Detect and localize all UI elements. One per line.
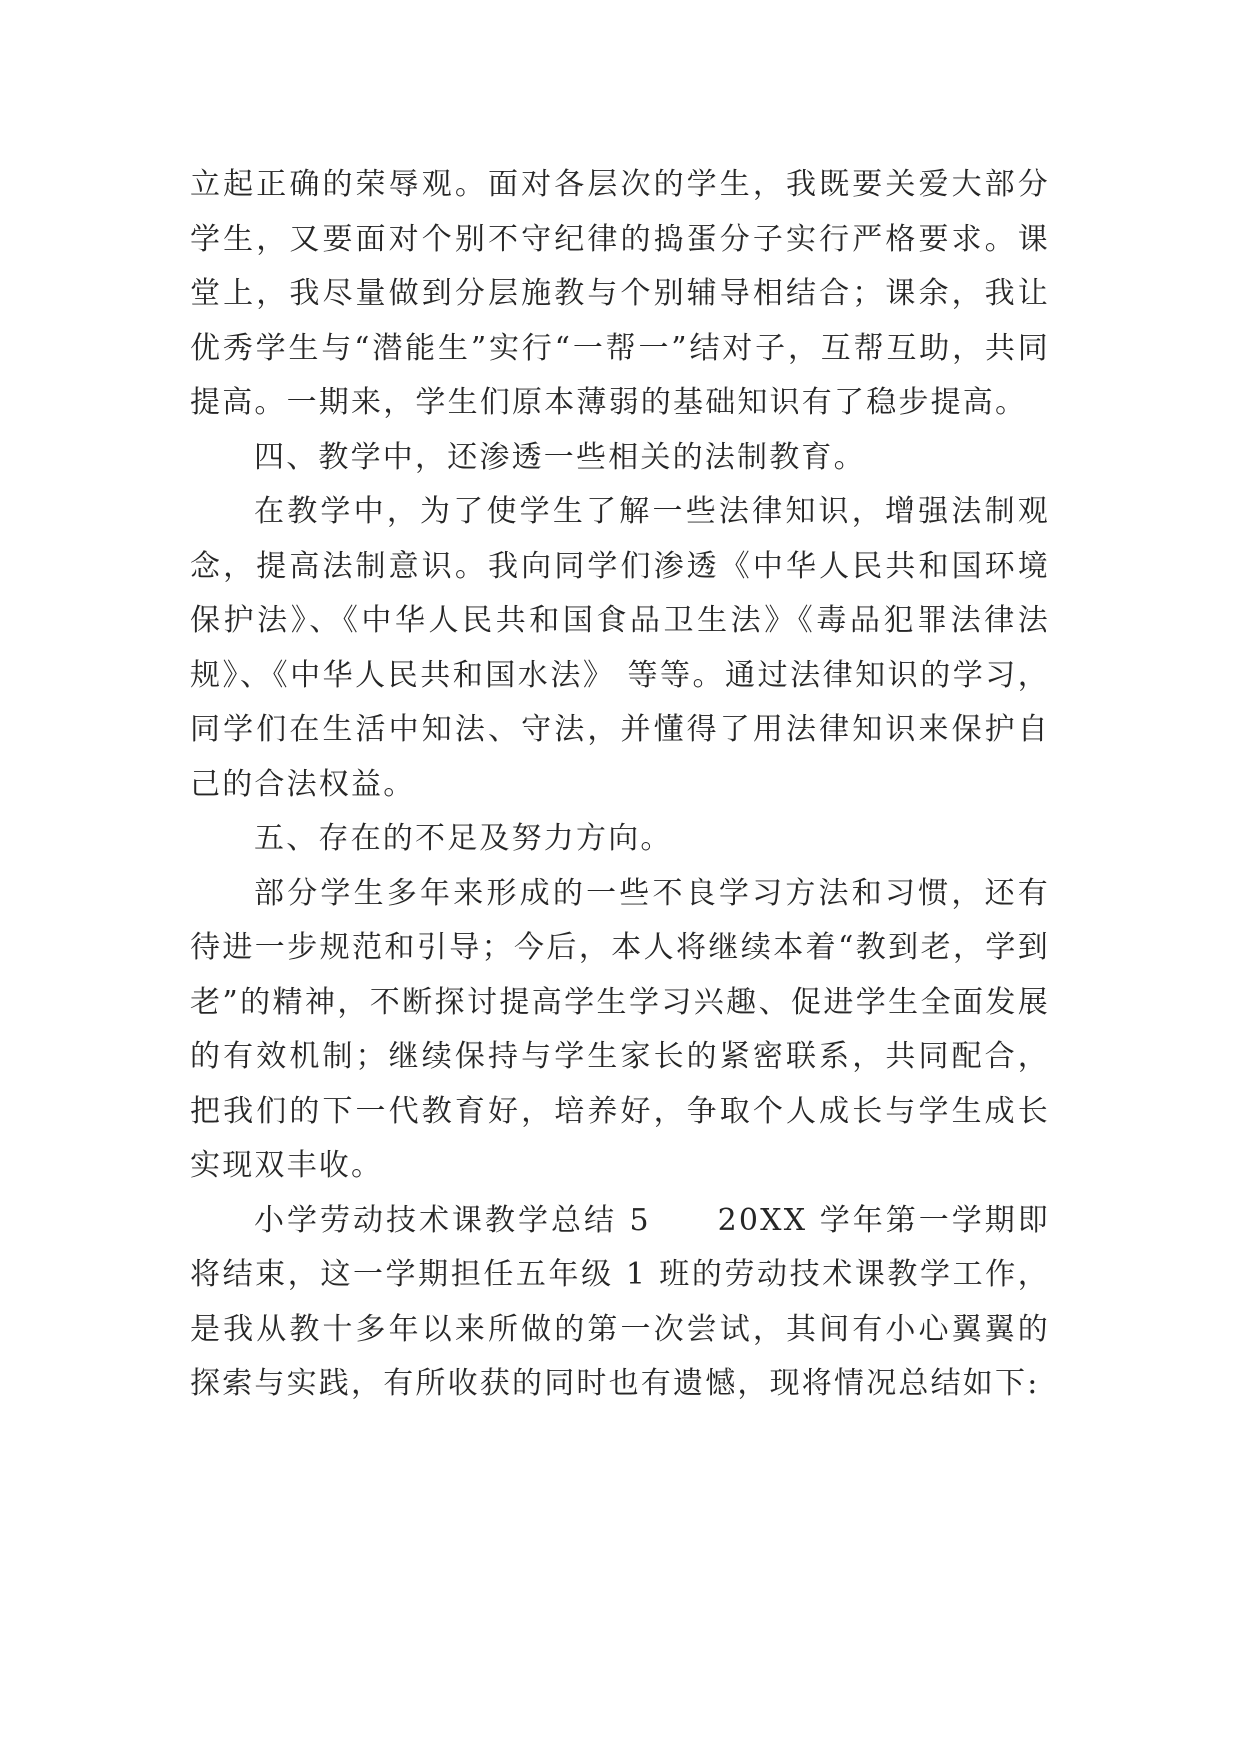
document-body [190,158,1050,1412]
section-heading-4: 四、教学中，还渗透一些相关的法制教育。 [254,439,866,475]
paragraph-summary-5-intro: 小学劳动技术课教学总结 5 20XX 学年第一学期即将结束，这一学期担任五年级 1 班的劳动技术课教学工作，是我从教十多年以来所做的第一次尝试，其间有小心翼翼的探索与实践，有所收获的同时也有遗憾，现将情况总结如下: [190,1202,1050,1401]
paragraph-legal-education: 在教学中，为了使学生了解一些法律知识，增强法制观念，提高法制意识。我向同学们渗透《中华人民共和国环境保护法》、《中华人民共和国食品卫生法》《毒品犯罪法律法规》、《中华人民共和国水法》 等等。通过法律知识的学习，同学们在生活中知法、守法，并懂得了用法律知识来保护自己的合法权益。 [190,494,1050,802]
section-heading-5: 五、存在的不足及努力方向。 [254,821,673,856]
paragraph-shortcomings: 部分学生多年来形成的一些不良学习方法和习惯，还有待进一步规范和引导；今后，本人将继续本着“教到老，学到老”的精神，不断探讨提高学生学习兴趣、促进学生全面发展的有效机制；继续保持与学生家长的紧密联系，共同配合，把我们的下一代教育好，培养好，争取个人成长与学生成长实现双丰收。 [190,875,1050,1183]
paragraph-continuation: 立起正确的荣辱观。面对各层次的学生，我既要关爱大部分学生，又要面对个别不守纪律的捣蛋分子实行严格要求。课堂上，我尽量做到分层施教与个别辅导相结合；课余，我让优秀学生与“潜能生”实行“一帮一”结对子，互帮互助，共同提高。一期来，学生们原本薄弱的基础知识有了稳步提高。 [190,167,1050,420]
